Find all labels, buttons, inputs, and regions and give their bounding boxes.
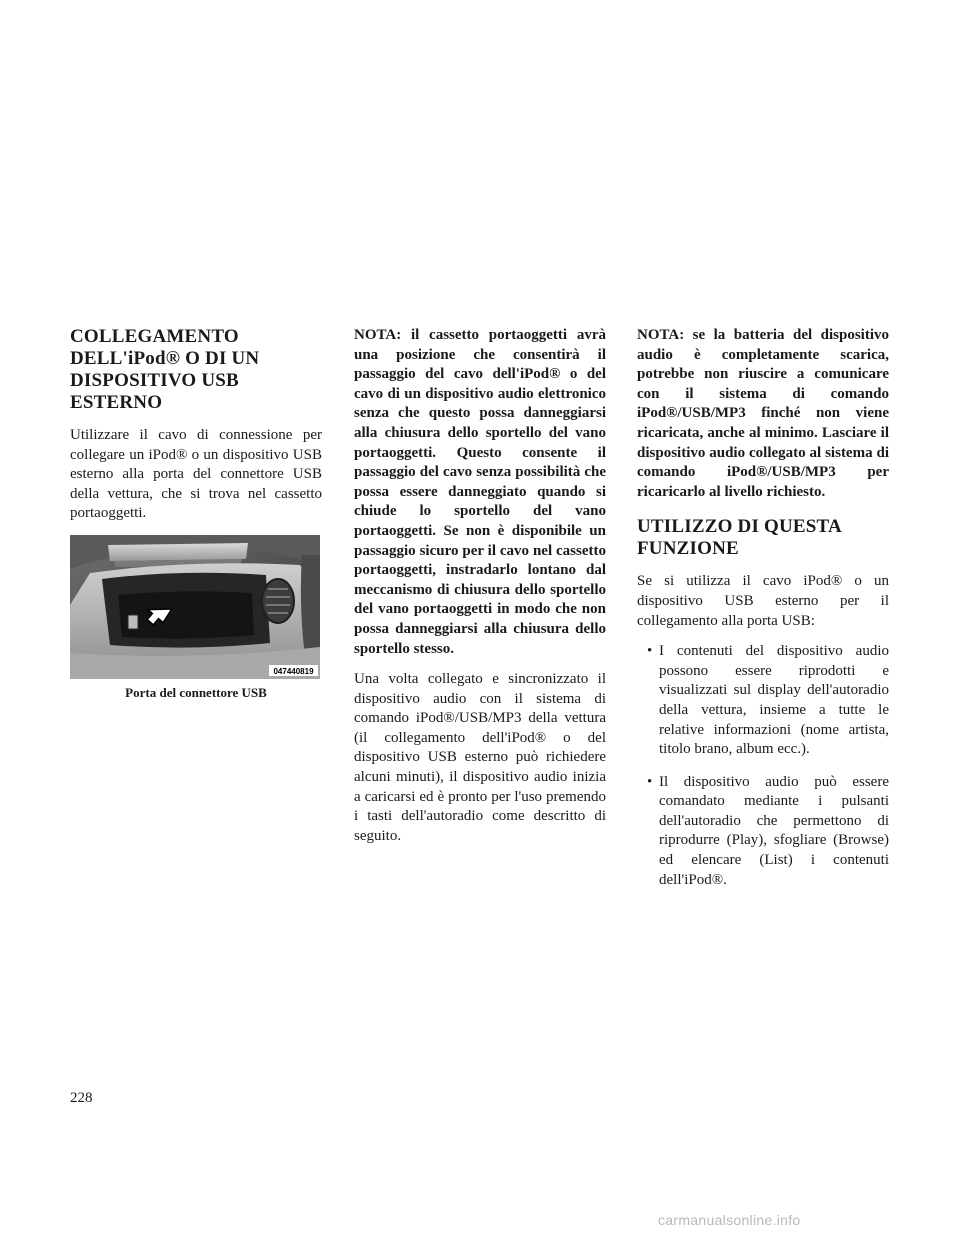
column-2 — [354, 326, 606, 857]
figure-code: 047440819 — [273, 666, 314, 676]
usage-paragraph: Se si utilizza il cavo iPod® o un dispositivo USB esterno per il collegamento alla porta USB: — [637, 573, 889, 629]
list-item — [637, 773, 889, 891]
usb-port-figure — [70, 535, 320, 679]
list-item — [637, 642, 889, 760]
watermark: carmanualsonline.info — [658, 1212, 801, 1228]
figure-caption: Porta del connettore USB — [125, 684, 267, 700]
column-1 — [70, 326, 322, 701]
bullet-text: Il dispositivo audio può essere comandato mediante i pulsanti dell'autoradio che permettono di riprodurre (Play), sfogliare (Browse) ed elencare (List) i contenuti dell'iPod®. — [659, 773, 889, 888]
connection-paragraph: Utilizzare il cavo di connessione per collegare un iPod® o un dispositivo USB esterno alla porta del connettore USB della vettura, che si trova nel cassetto portaoggetti. — [70, 427, 322, 522]
section-heading-usage: UTILIZZO DI QUESTA FUNZIONE — [637, 516, 841, 560]
bullet-icon: • — [647, 773, 653, 790]
column-3 — [637, 326, 889, 903]
bullet-text: I contenuti del dispositivo audio possono essere riprodotti e visualizzati sul display dell'autoradio della vettura, insieme a tutte le relative informazioni (nome artista, titolo brano, album ecc.). — [659, 643, 889, 758]
battery-note: NOTA: se la batteria del dispositivo audio è completamente scarica, potrebbe non riuscire a comunicare con il sistema di comando iPod®/USB/MP3 finché non viene ricaricata, anche al minimo. Lasciare il dispositivo audio collegato al sistema di comando iPod®/USB/MP3 per ricaricarlo al livello richiesto. — [637, 327, 889, 500]
glovebox-note: NOTA: il cassetto portaoggetti avrà una posizione che consentirà il passaggio del cavo dell'iPod® o del cavo di un dispositivo audio elettronico senza che questo possa danneggiarsi alla chiusura dello sportello del vano portaoggetti. Questo consente il passaggio del cavo senza possibilità che possa essere danneggiato quando si chiude lo sportello del vano portaoggetti. Se non è disponibile un passaggio sicuro per il cavo nel cassetto portaoggetti, instradarlo lontano dal meccanismo di chiusura dello sportello del vano portaoggetti in modo che non possa danneggiarsi alla chiusura dello sportello stesso. — [354, 327, 606, 657]
bullet-icon: • — [647, 643, 653, 660]
glovebox-illustration — [70, 535, 320, 679]
sync-paragraph: Una volta collegato e sincronizzato il dispositivo audio con il sistema di comando iPod®/USB/MP3 della vettura (il collegamento dell'iPod® o del dispositivo USB esterno può richiedere alcuni minuti), il dispositivo audio inizia a caricarsi ed è pronto per l'uso premendo i tasti dell'autoradio come descritto di seguito. — [354, 671, 606, 844]
page-number: 228 — [70, 1090, 93, 1106]
usage-bullet-list — [637, 642, 889, 890]
section-heading-connection: COLLEGAMENTO DELL'iPod® O DI UN DISPOSITIVO USB ESTERNO — [70, 326, 260, 413]
